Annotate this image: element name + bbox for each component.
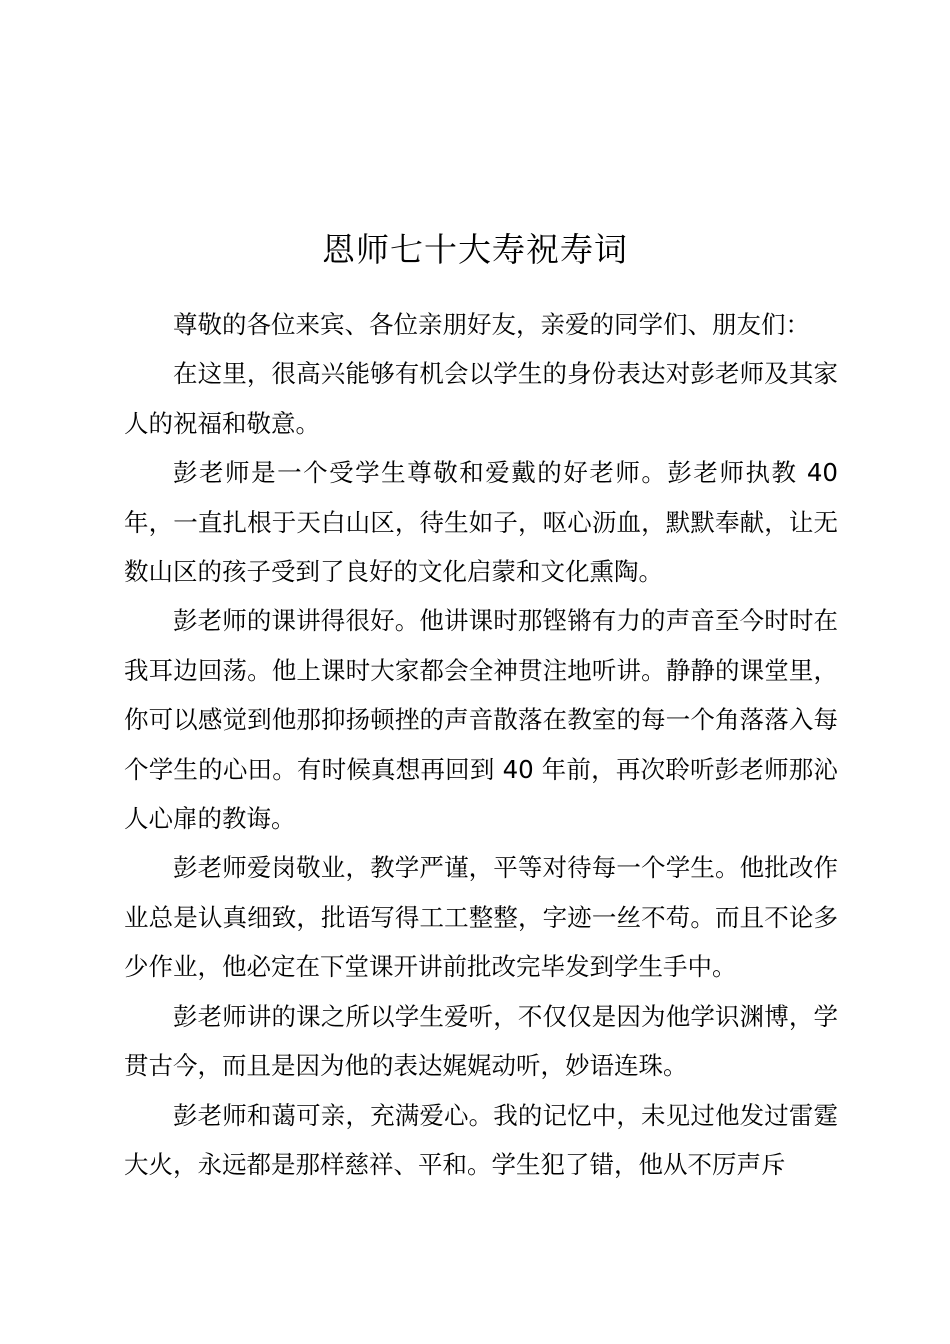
document-body <box>124 300 838 1189</box>
paragraph-kindness: 彭老师和蔼可亲，充满爱心。我的记忆中，未见过他发过雷霆大火，永远都是那样慈祥、平和。学生犯了错，他从不厉声斥 <box>124 1100 838 1179</box>
paragraph-dedication: 彭老师爱岗敬业，教学严谨，平等对待每一个学生。他批改作业总是认真细致，批语写得工工整整，字迹一丝不苟。而且不论多少作业，他必定在下堂课开讲前批改完毕发到学生手中。 <box>124 853 838 982</box>
document-title: 恩师七十大寿祝寿词 <box>322 230 628 269</box>
paragraph-greeting: 尊敬的各位来宾、各位亲朋好友，亲爱的同学们、朋友们： <box>173 310 810 339</box>
paragraph-lectures: 彭老师的课讲得很好。他讲课时那铿锵有力的声音至今时时在我耳边回荡。他上课时大家都会全神贯注地听讲。静静的课堂里，你可以感觉到他那抑扬顿挫的声音散落在教室的每一个角落落入每个学生的心田。有时候真想再回到 40 年前，再次聆听彭老师那沁人心扉的教诲。 <box>124 606 838 834</box>
paragraph-eloquence: 彭老师讲的课之所以学生爱听，不仅仅是因为他学识渊博，学贯古今，而且是因为他的表达娓娓动听，妙语连珠。 <box>124 1001 838 1081</box>
paragraph-respected-teacher: 彭老师是一个受学生尊敬和爱戴的好老师。彭老师执教 40 年，一直扎根于天白山区，待生如子，呕心沥血，默默奉献，让无数山区的孩子受到了良好的文化启蒙和文化熏陶。 <box>124 458 838 587</box>
paragraph-opening: 在这里，很高兴能够有机会以学生的身份表达对彭老师及其家人的祝福和敬意。 <box>124 359 838 438</box>
